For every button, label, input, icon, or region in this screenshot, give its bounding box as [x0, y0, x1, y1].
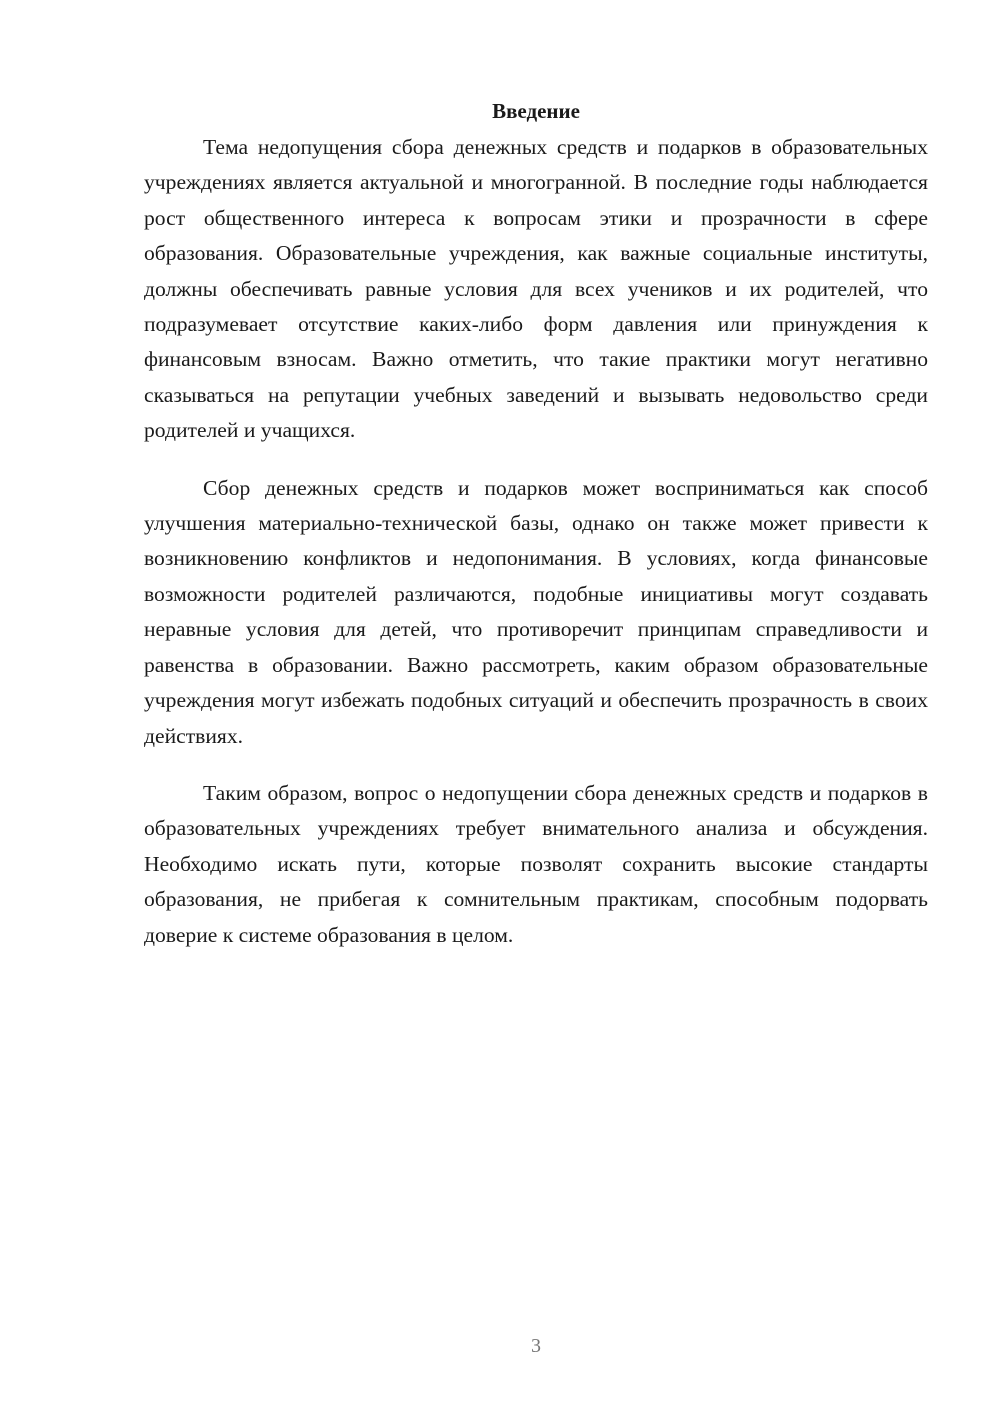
paragraph-2: Сбор денежных средств и подарков может восприниматься как способ улучшения материально-технической базы, однако он также может привести к возникновению конфликтов и недопонимания. В условиях, когда финансовые возможности родителей различаются, подобные инициативы могут создавать неравные условия для детей, что противоречит принципам справедливости и равенства в образовании. Важно рассмотреть, каким образом образовательные учреждения могут избежать подобных ситуаций и обеспечить прозрачность в своих действиях.	[144, 475, 928, 748]
paragraph-3: Таким образом, вопрос о недопущении сбора денежных средств и подарков в образовательных учреждениях требует внимательного анализа и обсуждения. Необходимо искать пути, которые позволят сохранить высокие стандарты образования, не прибегая к сомнительным практикам, способным подорвать доверие к системе образования в целом.	[144, 780, 928, 947]
paragraph-1: Тема недопущения сбора денежных средств и подарков в образовательных учреждениях является актуальной и многогранной. В последние годы наблюдается рост общественного интереса к вопросам этики и прозрачности в сфере образования. Образовательные учреждения, как важные социальные институты, должны обеспечивать равные условия для всех учеников и их родителей, что подразумевает отсутствие каких-либо форм давления или принуждения к финансовым взносам. Важно отметить, что такие практики могут негативно сказываться на репутации учебных заведений и вызывать недовольство среди родителей и учащихся.	[144, 135, 928, 443]
page-number: 3	[531, 1335, 541, 1357]
section-heading: Введение	[492, 99, 580, 123]
page-content	[144, 96, 928, 953]
